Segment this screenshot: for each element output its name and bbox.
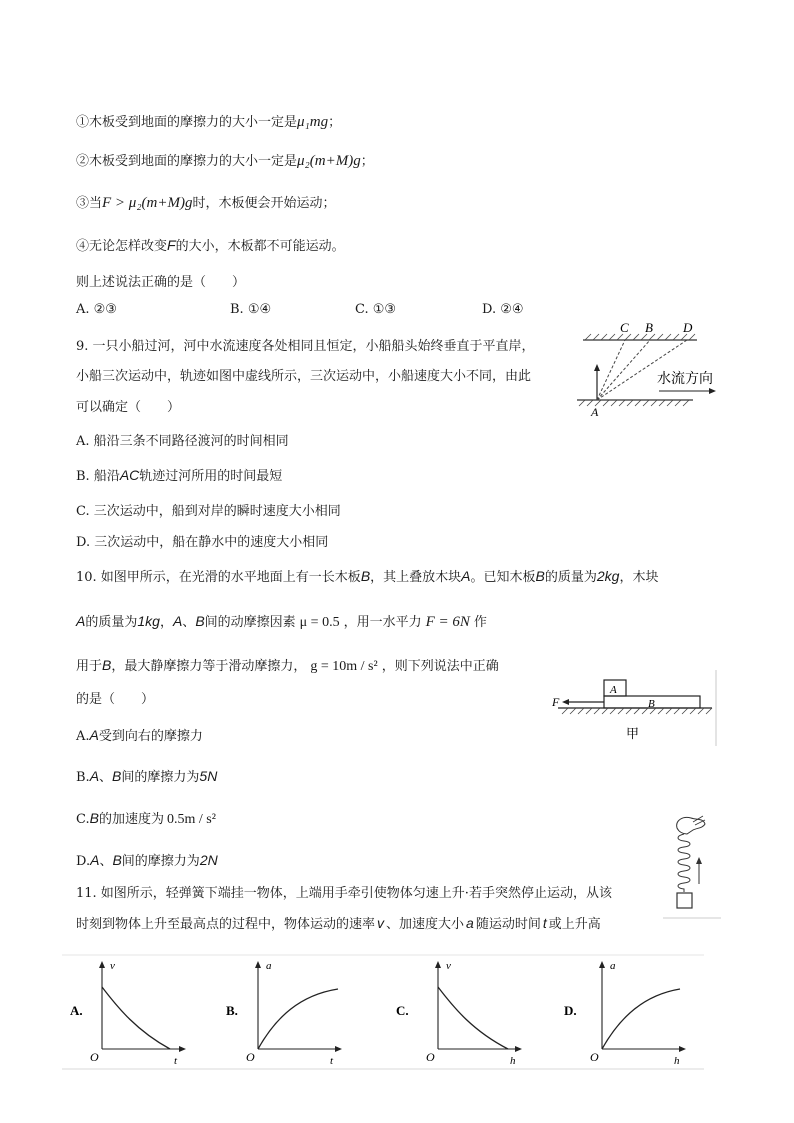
q11-text: 随运动时间 — [475, 917, 541, 932]
q10-var-a: A — [172, 613, 183, 629]
graph-a-letter: A. — [70, 1003, 83, 1018]
spring-coil — [678, 834, 690, 892]
q10-var-b: B — [535, 568, 545, 584]
graph-c-x-arrowhead — [515, 1046, 522, 1052]
q10-var-b: B — [112, 768, 122, 784]
q11-text: 或上升高 — [548, 917, 601, 932]
q10-option-value: 2N — [199, 852, 218, 868]
statement-3-formula: F > μ₂(m+M)g — [102, 195, 193, 211]
q10-option-d — [76, 850, 218, 869]
q10-option-text: 、 — [99, 854, 113, 869]
graph-c-y-arrowhead — [435, 961, 441, 968]
q11-stem-2 — [76, 913, 601, 932]
q10-text: 的质量为 — [85, 615, 138, 630]
statement-2-formula: μ₂(m+M)g — [297, 153, 361, 169]
graph-a — [70, 960, 186, 1067]
force-arrowhead — [562, 699, 569, 705]
q10-mass-b: 2kg — [596, 568, 620, 584]
graph-a-y-label: v — [110, 960, 115, 972]
flow-direction-label: 水流方向 — [657, 372, 713, 387]
q10-text: ，则下列说法中正确 — [381, 659, 499, 674]
q8-option-c: C. ①③ — [355, 302, 397, 317]
graph-a-x-arrowhead — [179, 1046, 186, 1052]
q10-var-b: B — [89, 810, 99, 826]
q10-text: ，其上叠放木块 — [370, 570, 462, 585]
river-figure — [575, 318, 725, 418]
graph-c-origin: O — [426, 1050, 435, 1064]
q10-text: 。已知木板 — [470, 570, 536, 585]
statement-1-formula: μ₁mg — [297, 114, 329, 130]
blocks-figure — [548, 670, 720, 750]
graph-d-y-arrowhead — [599, 961, 605, 968]
q10-text: 10. 如图甲所示，在光滑的水平地面上有一长木板 — [76, 570, 361, 585]
graph-b-y-arrowhead — [255, 961, 261, 968]
boat-heading-arrowhead — [594, 364, 600, 371]
q10-option-text: 的加速度为 — [98, 812, 164, 827]
graph-c-letter: C. — [396, 1003, 409, 1018]
q10-text: 作 — [473, 615, 487, 630]
q11-text: 时刻到物体上升至最高点的过程中，物体运动的速率 — [76, 917, 376, 932]
graph-d — [564, 960, 686, 1067]
graph-b-y-label: a — [266, 960, 272, 972]
q10-option-text: 间的摩擦力为 — [121, 854, 200, 869]
q8-option-d: D. ②④ — [482, 302, 524, 317]
label-d: D — [683, 320, 693, 335]
q10-option-letter: B. — [76, 770, 90, 785]
block-a-label: A — [610, 684, 617, 696]
q10-var-a: A — [90, 852, 100, 868]
statement-3-end: 时，木板便会开始运动； — [192, 196, 336, 211]
q10-option-letter: C. — [76, 812, 90, 827]
q9-option-a: A. 船沿三条不同路径渡河的时间相同 — [76, 434, 289, 449]
graph-b — [226, 960, 342, 1067]
q10-option-text: 、 — [99, 770, 113, 785]
statement-1 — [76, 111, 341, 131]
label-a: A — [591, 405, 599, 419]
q11-var-v: v — [377, 915, 385, 931]
q9-option-b — [76, 465, 282, 484]
q10-mass-a: 1kg — [137, 613, 160, 629]
q10-option-b — [76, 766, 217, 785]
statement-2 — [76, 150, 374, 170]
graph-a-x-label: t — [174, 1055, 178, 1067]
q10-text: ，木块 — [619, 570, 659, 585]
statement-1-text: ①木板受到地面的摩擦力的大小一定是 — [76, 115, 298, 130]
q9-option-b-var: AC — [119, 467, 140, 483]
force-label: F — [552, 695, 560, 709]
q10-var-b: B — [112, 852, 122, 868]
q10-option-a — [76, 725, 203, 744]
q10-option-text: 间的摩擦力为 — [121, 770, 200, 785]
statement-2-end: ； — [360, 154, 374, 169]
graph-d-letter: D. — [564, 1003, 577, 1018]
q10-friction-coefficient: μ = 0.5 — [299, 615, 340, 630]
graph-a-origin: O — [90, 1050, 99, 1064]
q10-text: 、 — [182, 615, 196, 630]
q10-stem-2 — [76, 611, 487, 631]
graph-a-y-arrowhead — [99, 961, 105, 968]
statement-2-text: ②木板受到地面的摩擦力的大小一定是 — [76, 154, 298, 169]
motion-arrowhead — [696, 857, 702, 864]
graph-d-origin: O — [590, 1050, 599, 1064]
q10-text: 用于 — [76, 659, 103, 674]
q9-stem-3: 可以确定（ ） — [76, 400, 181, 415]
q10-var-a: A — [461, 568, 471, 584]
hanging-object — [677, 893, 692, 908]
graph-c-curve — [438, 987, 508, 1049]
statement-3 — [76, 192, 336, 212]
path-ab — [597, 340, 650, 400]
ground-hatching — [562, 708, 712, 714]
q10-stem-3 — [76, 655, 499, 675]
statement-4 — [76, 235, 345, 254]
q10-option-letter: D. — [76, 854, 91, 869]
hand-fingers — [693, 816, 705, 825]
q8-option-b: B. ①④ — [230, 302, 272, 317]
q9-stem-1: 9. 一只小船过河，河中水流速度各处相同且恒定，小船船头始终垂直于平直岸， — [76, 339, 535, 354]
q10-text: 的质量为 — [544, 570, 597, 585]
q9-option-d: D. 三次运动中，船在静水中的速度大小相同 — [76, 535, 329, 550]
figure-caption: 甲 — [626, 726, 640, 741]
q8-prompt: 则上述说法正确的是（ ） — [76, 275, 246, 290]
graph-d-curve — [602, 989, 680, 1049]
q10-var-b: B — [102, 657, 112, 673]
graph-b-origin: O — [246, 1050, 255, 1064]
q10-option-letter: A. — [76, 729, 90, 744]
statement-4-end: 的大小，木板都不可能运动。 — [175, 239, 345, 254]
spring-figure — [663, 812, 723, 920]
q8-option-a: A. ②③ — [76, 302, 117, 317]
q10-text: ，最大静摩擦力等于滑动摩擦力， — [111, 659, 307, 674]
q11-text: 、加速度大小 — [386, 917, 465, 932]
statement-4-var: F — [167, 237, 176, 253]
statement-4-text: ④无论怎样改变 — [76, 239, 168, 254]
graph-c — [396, 960, 522, 1067]
q10-stem-1 — [76, 566, 658, 585]
q10-gravity: g = 10m / s² — [310, 659, 378, 674]
q10-option-text: 受到向右的摩擦力 — [98, 729, 203, 744]
graph-d-x-arrowhead — [679, 1046, 686, 1052]
q10-option-value: 5N — [199, 768, 218, 784]
q10-var-b: B — [360, 568, 371, 584]
q10-var-a: A — [89, 727, 99, 743]
graph-d-y-label: a — [610, 960, 616, 972]
label-b: B — [645, 320, 653, 335]
q9-stem-2: 小船三次运动中，轨迹如图中虚线所示，三次运动中，小船速度大小不同，由此 — [76, 369, 532, 384]
graph-d-x-label: h — [674, 1055, 680, 1067]
q9-option-b-text: B. 船沿 — [76, 469, 120, 484]
q10-text: 间的动摩擦因素 — [204, 615, 296, 630]
hand — [677, 817, 705, 834]
q11-stem-1: 11. 如图所示，轻弹簧下端挂一物体，上端用手牵引使物体匀速上升·若手突然停止运动，从该 — [76, 886, 612, 901]
graph-c-y-label: v — [446, 960, 451, 972]
q10-var-b: B — [195, 613, 205, 629]
graph-c-x-label: h — [510, 1055, 516, 1067]
q10-force: F = 6N — [425, 614, 470, 630]
graph-b-x-label: t — [330, 1055, 334, 1067]
far-bank-hatching — [585, 334, 695, 340]
q10-option-c — [76, 808, 216, 828]
graph-a-curve — [102, 987, 170, 1049]
flow-arrowhead — [709, 388, 716, 394]
q9-option-c: C. 三次运动中，船到对岸的瞬时速度大小相同 — [76, 504, 341, 519]
q10-text: ， — [159, 615, 173, 630]
q11-var-t: t — [542, 915, 547, 931]
graph-b-x-arrowhead — [335, 1046, 342, 1052]
q10-stem-4: 的是（ ） — [76, 692, 155, 707]
q9-option-b-end: 轨迹过河所用的时间最短 — [139, 469, 283, 484]
q11-var-a: a — [466, 915, 474, 931]
graph-b-letter: B. — [226, 1003, 238, 1018]
answer-graphs — [62, 953, 704, 1073]
q10-var-a: A — [76, 613, 86, 629]
board-b-label: B — [648, 698, 655, 710]
label-c: C — [620, 320, 629, 335]
q10-option-value: 0.5m / s² — [166, 812, 216, 827]
graph-b-curve — [258, 989, 338, 1049]
statement-3-text: ③当 — [76, 196, 103, 211]
q10-var-a: A — [89, 768, 100, 784]
q10-text: ，用一水平力 — [343, 615, 422, 630]
statement-1-end: ； — [328, 115, 342, 130]
